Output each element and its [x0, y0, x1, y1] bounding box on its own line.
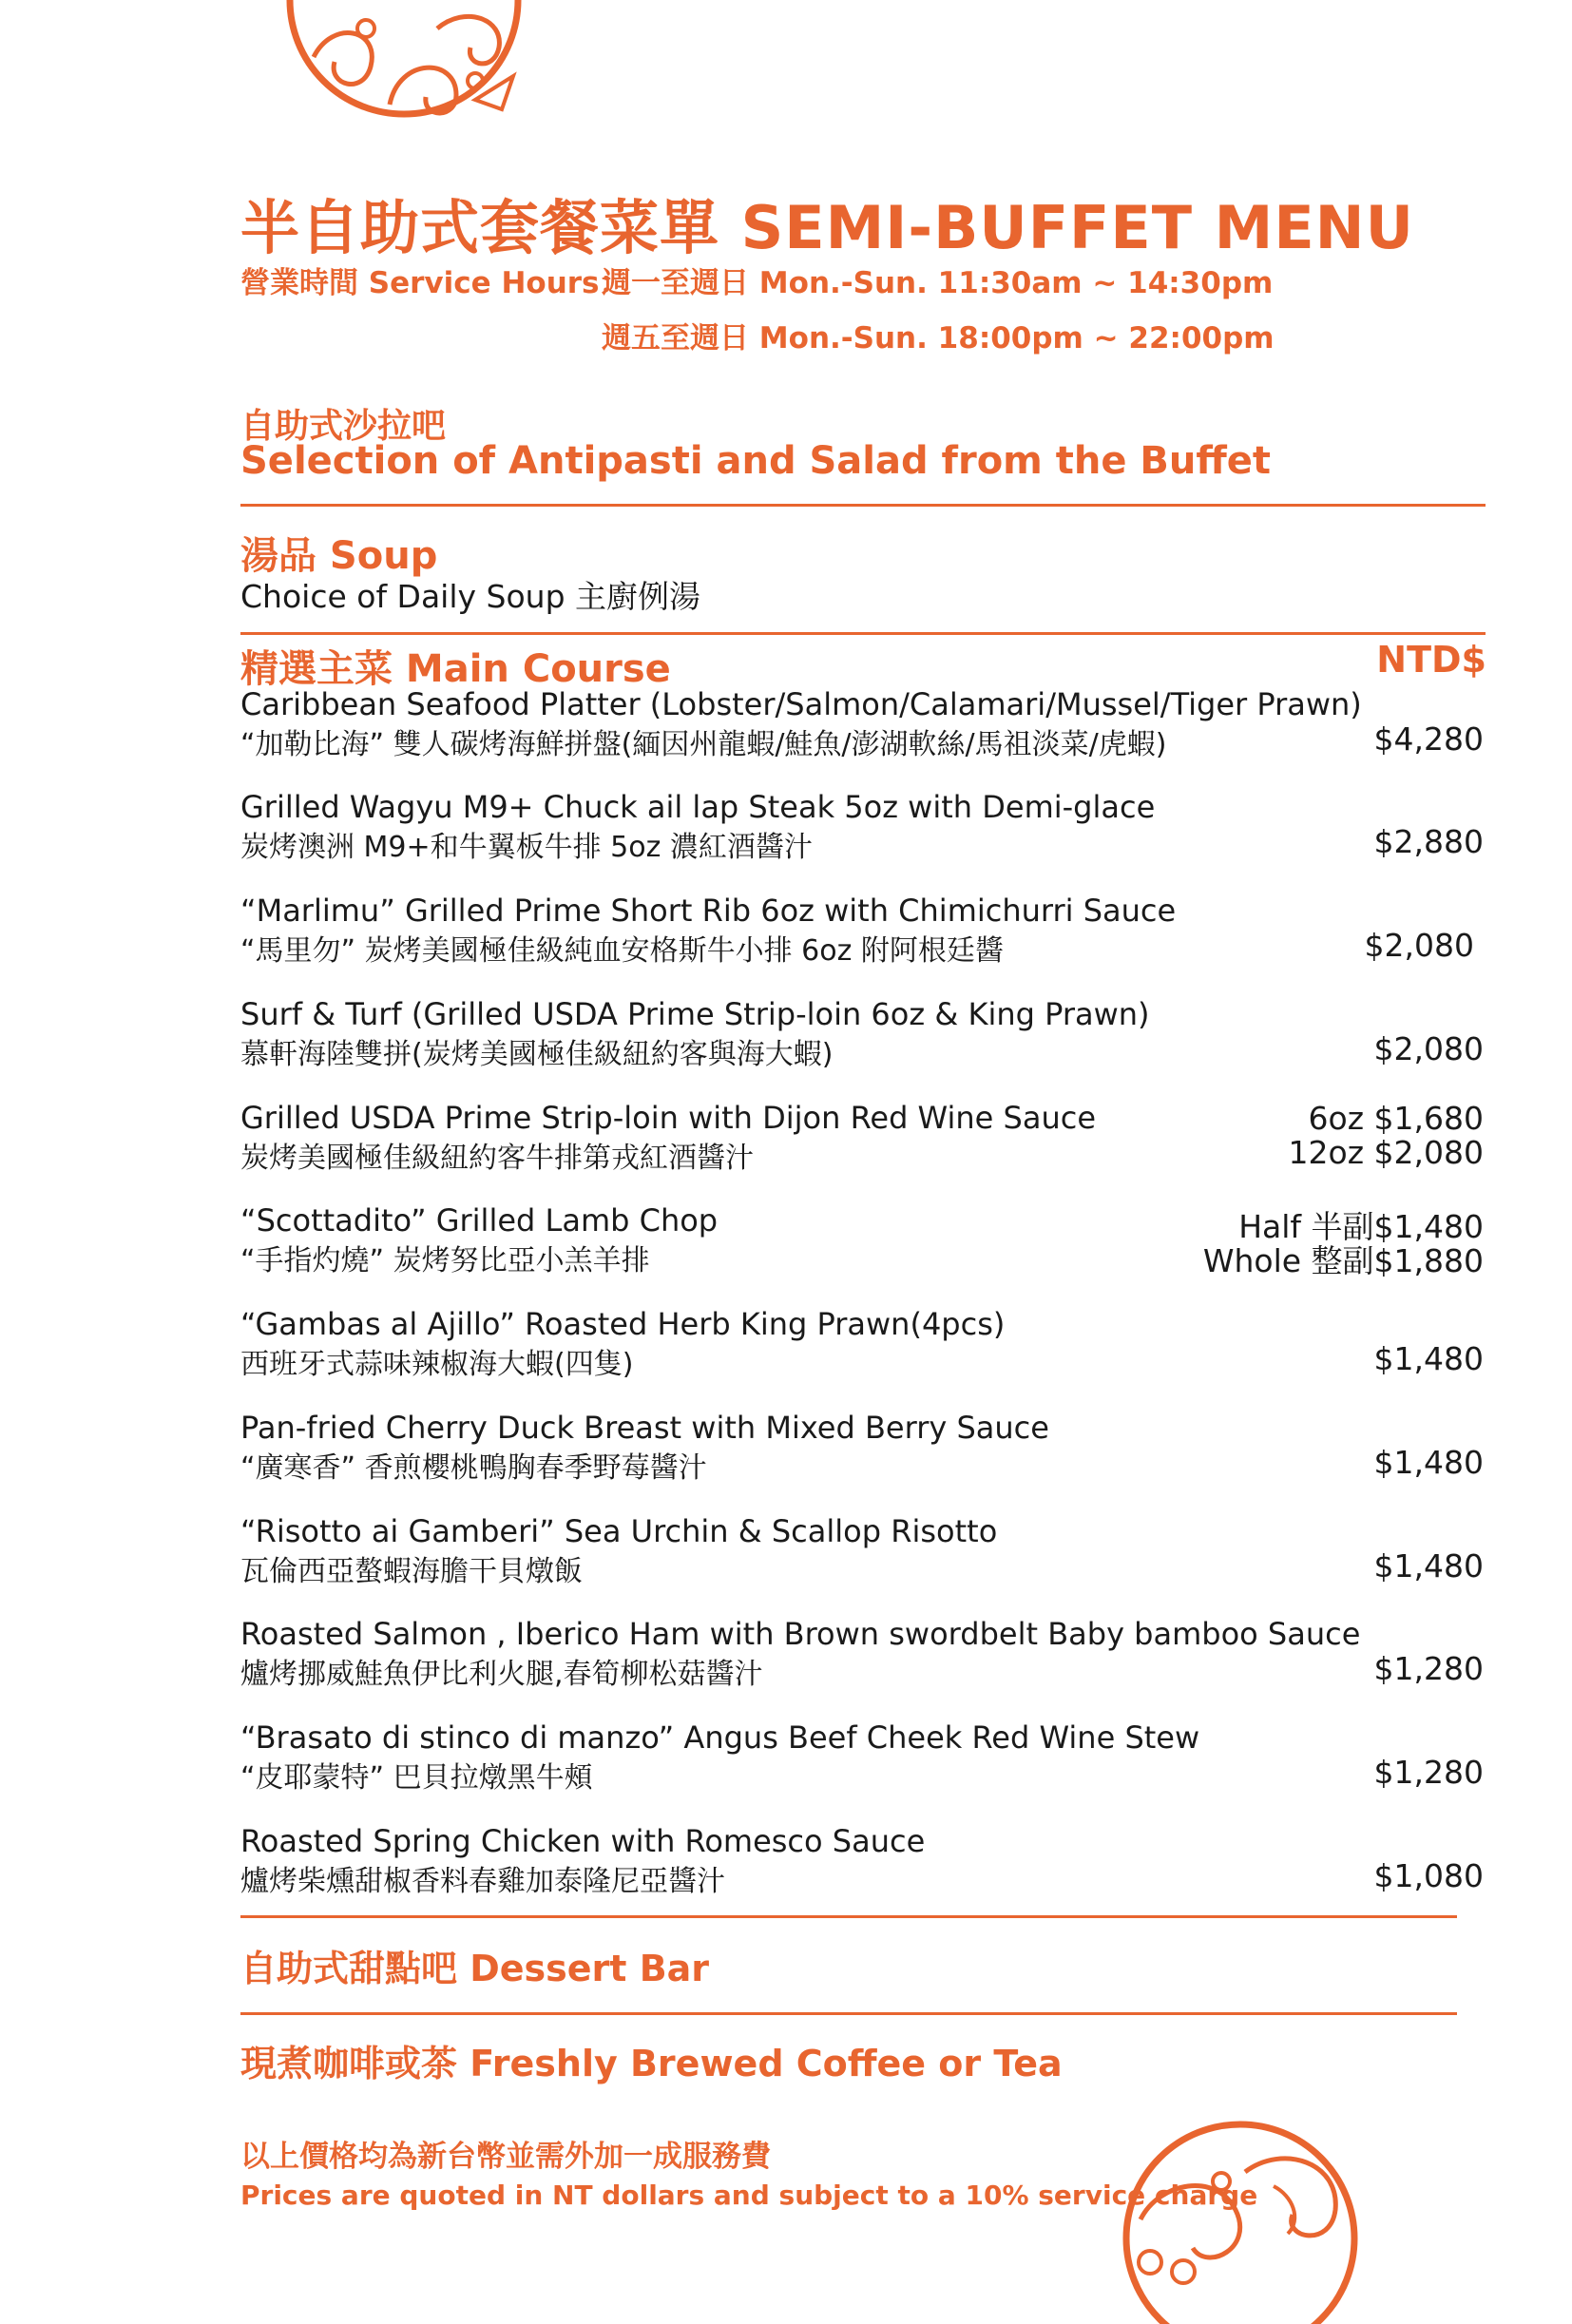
section-divider: [240, 2012, 1457, 2015]
menu-item-name-en: Roasted Spring Chicken with Romesco Sauce: [240, 1823, 926, 1859]
menu-item-name-en: “Gambas al Ajillo” Roasted Herb King Prawn(4pcs): [240, 1306, 1006, 1342]
menu-item: [240, 996, 1486, 1070]
menu-item-name-zh: 爐烤挪威鮭魚伊比利火腿,春筍柳松菇醬汁: [240, 1658, 763, 1691]
menu-item-name-en: Roasted Salmon , Iberico Ham with Brown swordbelt Baby bamboo Sauce: [240, 1616, 1361, 1652]
menu-item-name-zh: “廣寒香” 香煎櫻桃鴨胸春季野莓醬汁: [240, 1451, 707, 1485]
menu-item-name-zh: “加勒比海” 雙人碳烤海鮮拼盤(緬因州龍蝦/鮭魚/澎湖軟絲/馬祖淡菜/虎蝦): [240, 728, 1167, 761]
menu-item-name-zh: 炭烤美國極佳級紐約客牛排第戎紅酒醬汁: [240, 1142, 754, 1175]
menu-item-price: $4,280: [1373, 720, 1484, 758]
menu-item: [240, 1410, 1486, 1484]
section-divider: [240, 632, 1486, 635]
service-hours-row: [240, 314, 1275, 356]
menu-item-price: $1,280: [1373, 1754, 1484, 1791]
menu-item-name-zh: 爐烤柴燻甜椒香料春雞加泰隆尼亞醬汁: [240, 1865, 725, 1898]
menu-item-name-zh: “手指灼燒” 炭烤努比亞小羔羊排: [240, 1244, 650, 1277]
coffee-tea-heading: 現煮咖啡或茶 Freshly Brewed Coffee or Tea: [240, 2043, 1063, 2084]
menu-item: [240, 1306, 1486, 1380]
menu-item-name-zh: 瓦倫西亞螯蝦海膽干貝燉飯: [240, 1555, 583, 1588]
menu-item-price: $2,880: [1373, 823, 1484, 860]
menu-item-name-zh: 炭烤澳洲 M9+和牛翼板牛排 5oz 濃紅酒醬汁: [240, 831, 813, 864]
menu-item: [240, 1719, 1486, 1794]
menu-item-name-zh: “馬里勿” 炭烤美國極佳級純血安格斯牛小排 6oz 附阿根廷醬: [240, 934, 1004, 968]
menu-item: [240, 893, 1486, 967]
menu-item-name-zh: 西班牙式蒜味辣椒海大蝦(四隻): [240, 1348, 634, 1381]
currency-label: NTD$: [1376, 639, 1486, 681]
menu-item-name-en: Grilled Wagyu M9+ Chuck ail lap Steak 5oz with Demi-glace: [240, 789, 1156, 825]
menu-item: [240, 1100, 1486, 1174]
menu-item-name-en: Caribbean Seafood Platter (Lobster/Salmon/Calamari/Mussel/Tiger Prawn): [240, 686, 1362, 722]
floral-logo-icon: [276, 0, 532, 133]
menu-item: [240, 1616, 1486, 1690]
antipasti-heading-zh: 自助式沙拉吧: [240, 407, 447, 446]
menu-item-name-zh: “皮耶蒙特” 巴貝拉燉黑牛頰: [240, 1761, 593, 1795]
menu-item-price: $1,480: [1373, 1444, 1484, 1481]
antipasti-heading-en: Selection of Antipasti and Salad from the Buffet: [240, 439, 1272, 483]
menu-item: [240, 1202, 1486, 1277]
menu-item-price: $1,480: [1373, 1547, 1484, 1585]
menu-item-price: $2,080: [1373, 1030, 1484, 1067]
menu-item-price: $2,080: [1364, 927, 1474, 964]
menu-item: [240, 1513, 1486, 1587]
service-hours-label: 營業時間 Service Hours：: [240, 266, 629, 300]
menu-item: [240, 686, 1486, 760]
menu-item: [240, 1823, 1486, 1897]
menu-item-price: $1,280: [1373, 1650, 1484, 1687]
soup-description: Choice of Daily Soup 主廚例湯: [240, 578, 701, 615]
section-divider: [240, 1915, 1457, 1918]
menu-item-name-en: “Brasato di stinco di manzo” Angus Beef Cheek Red Wine Stew: [240, 1719, 1200, 1756]
main-course-heading: 精選主菜 Main Course: [240, 647, 671, 691]
menu-item-price-6oz: 6oz $1,680: [1308, 1100, 1484, 1137]
menu-item-price-12oz: 12oz $2,080: [1288, 1134, 1484, 1171]
menu-item: [240, 789, 1486, 863]
service-charge-note-zh: 以上價格均為新台幣並需外加一成服務費: [240, 2140, 771, 2174]
service-hours-row: [240, 259, 1273, 301]
menu-item-price: $1,080: [1373, 1857, 1484, 1894]
floral-logo-icon: [1112, 2105, 1369, 2324]
service-hours-lunch: 週一至週日 Mon.-Sun. 11:30am ~ 14:30pm: [602, 266, 1274, 300]
menu-item-name-en: Grilled USDA Prime Strip-loin with Dijon Red Wine Sauce: [240, 1100, 1096, 1136]
menu-item-name-en: “Marlimu” Grilled Prime Short Rib 6oz with Chimichurri Sauce: [240, 893, 1177, 929]
menu-item-name-zh: 慕軒海陸雙拼(炭烤美國極佳級紐約客與海大蝦): [240, 1038, 834, 1071]
page-title: 半自助式套餐菜單 SEMI-BUFFET MENU: [240, 193, 1414, 262]
menu-item-name-en: Pan-fried Cherry Duck Breast with Mixed Berry Sauce: [240, 1410, 1049, 1446]
menu-item-name-en: “Risotto ai Gamberi” Sea Urchin & Scallop Risotto: [240, 1513, 998, 1549]
soup-heading: 湯品 Soup: [240, 534, 438, 578]
service-charge-note-en: Prices are quoted in NT dollars and subject to a 10% service charge: [240, 2180, 1258, 2211]
dessert-bar-heading: 自助式甜點吧 Dessert Bar: [240, 1948, 710, 1989]
menu-item-name-en: Surf & Turf (Grilled USDA Prime Strip-loin 6oz & King Prawn): [240, 996, 1150, 1032]
menu-item-price-whole: Whole 整副$1,880: [1202, 1242, 1484, 1279]
menu-item-price-half: Half 半副$1,480: [1238, 1208, 1484, 1245]
service-hours-dinner: 週五至週日 Mon.-Sun. 18:00pm ~ 22:00pm: [602, 321, 1275, 355]
menu-item-price: $1,480: [1373, 1340, 1484, 1377]
section-divider: [240, 504, 1486, 507]
menu-item-name-en: “Scottadito” Grilled Lamb Chop: [240, 1202, 719, 1239]
